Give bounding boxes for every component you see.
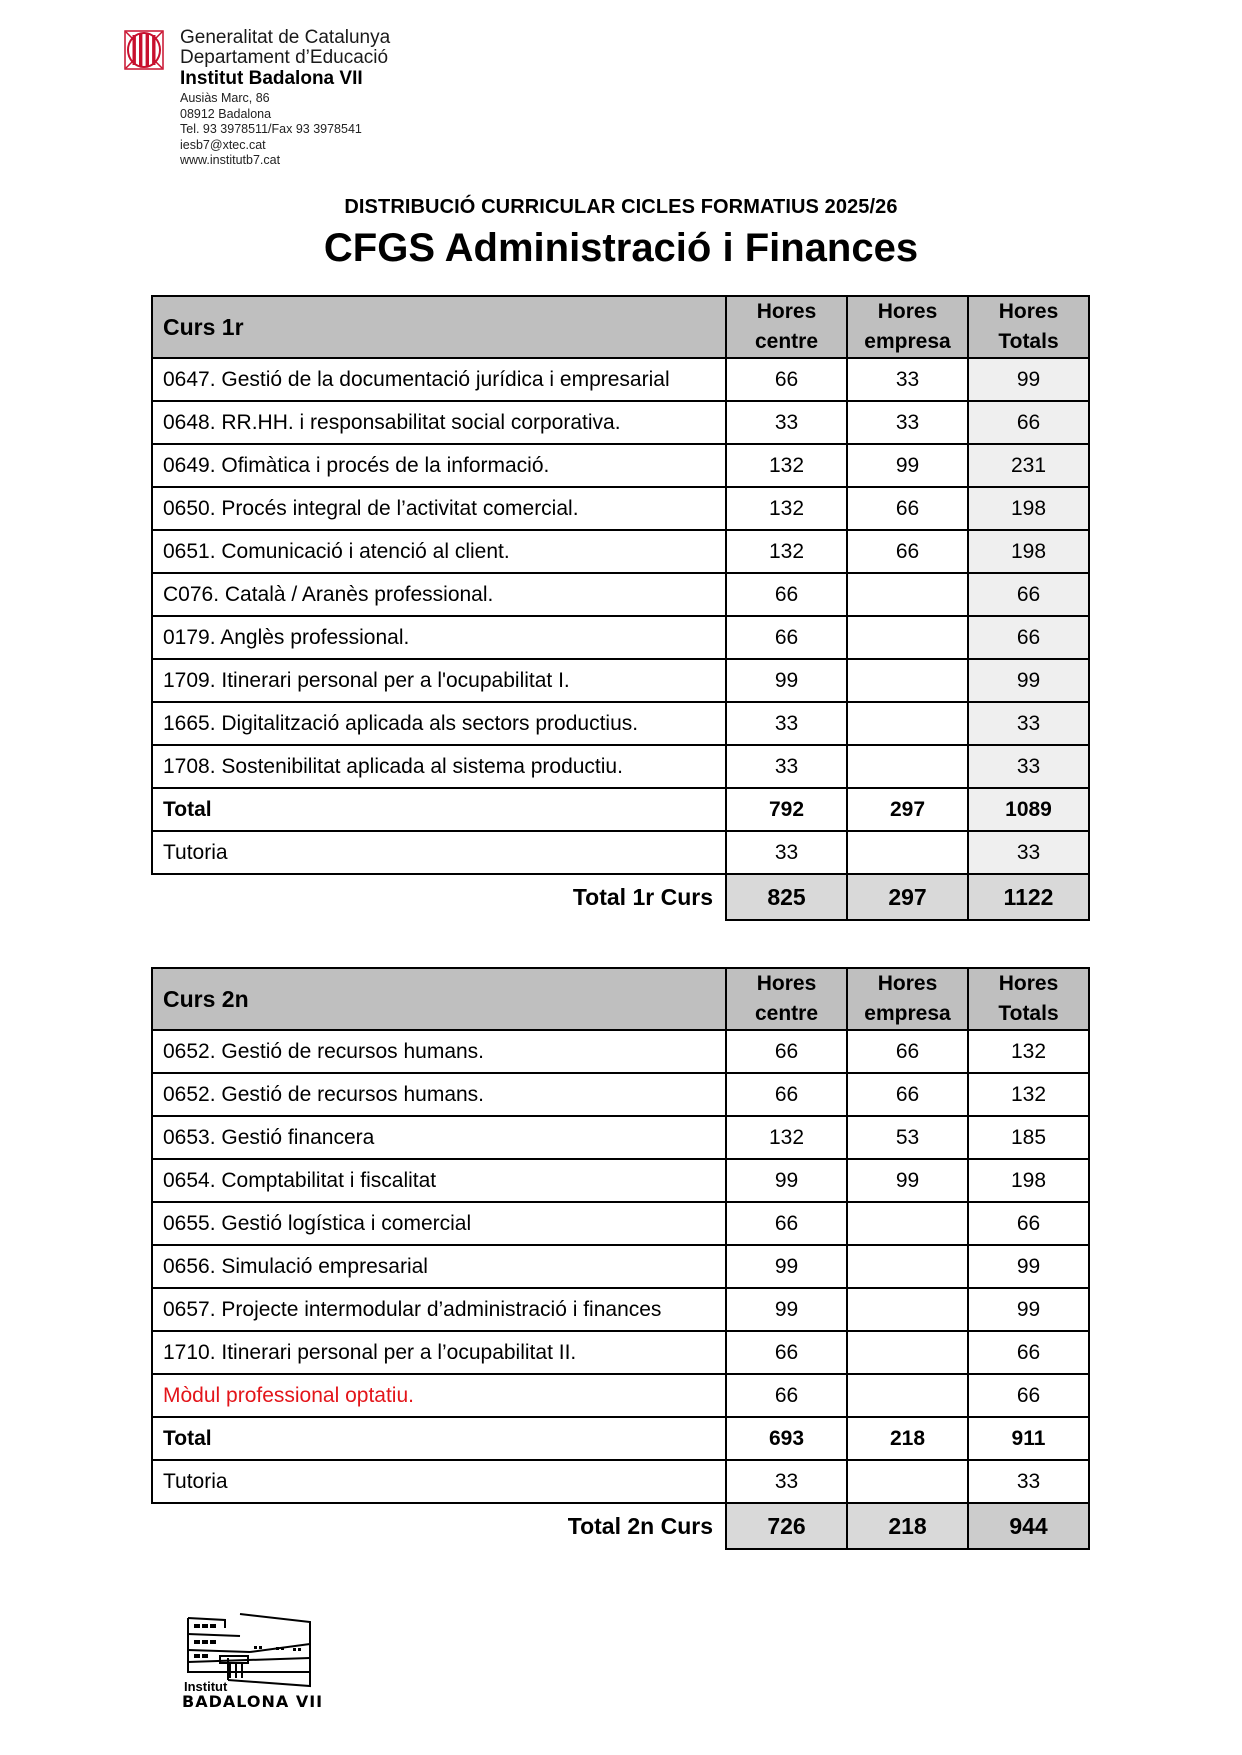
col-header-line: empresa [864,330,951,353]
table-header-row [152,968,1089,1030]
module-row [152,1202,1089,1245]
module-row [152,1374,1089,1417]
tutoria-row [152,831,1089,874]
hours-total: 66 [968,1331,1089,1374]
hours-total: 66 [968,1202,1089,1245]
hours-total: 66 [968,401,1089,444]
col-header-line: centre [754,330,819,353]
col-header-centre [726,296,847,358]
module-row [152,401,1089,444]
module-name: 0652. Gestió de recursos humans. [152,1030,726,1073]
org-name: Generalitat de Catalunya [180,27,391,48]
hours-total: 198 [968,1159,1089,1202]
hours-centre: 99 [726,1159,847,1202]
course-heading: Curs 1r [152,296,726,358]
col-header-line: Hores [877,300,938,323]
col-header-totals [968,968,1089,1030]
tutoria-centre: 33 [726,1460,847,1503]
tutoria-row [152,1460,1089,1503]
summary-totals: 944 [968,1503,1089,1549]
col-header-line: Hores [998,972,1059,995]
hours-total: 185 [968,1116,1089,1159]
col-header-line: Totals [998,330,1059,353]
course2-rows [152,1030,1089,1417]
institute-name: Institut Badalona VII [180,68,363,89]
hours-centre: 33 [726,745,847,788]
hours-total: 132 [968,1030,1089,1073]
hours-centre: 66 [726,1073,847,1116]
summary-label: Total 1r Curs [572,884,713,910]
hours-empresa [847,659,968,702]
hours-centre: 66 [726,1331,847,1374]
col-header-centre [726,968,847,1030]
module-row [152,358,1089,401]
hours-centre: 132 [726,530,847,573]
tutoria-empresa [847,1460,968,1503]
footer-logo-line1: Institut [184,1679,228,1694]
document-title: CFGS Administració i Finances [323,226,919,270]
module-row [152,616,1089,659]
hours-empresa: 99 [847,444,968,487]
website: www.institutb7.cat [180,153,281,167]
address: Ausiàs Marc, 86 [180,91,270,105]
hours-total: 66 [968,616,1089,659]
hours-empresa: 53 [847,1116,968,1159]
city: 08912 Badalona [180,106,272,121]
email: iesb7@xtec.cat [180,137,266,152]
module-row [152,1159,1089,1202]
col-header-line: centre [754,1002,819,1025]
hours-centre: 99 [726,659,847,702]
module-row [152,659,1089,702]
hours-centre: 99 [726,1245,847,1288]
summary-centre: 726 [726,1503,847,1549]
course1-table [151,295,1090,921]
total-label: Total [152,788,726,831]
course2-table [151,967,1090,1550]
module-name: 0649. Ofimàtica i procés de la informació. [152,444,726,487]
col-header-line: Hores [756,972,817,995]
module-row [152,530,1089,573]
hours-total: 33 [968,745,1089,788]
module-row [152,1030,1089,1073]
hours-centre: 66 [726,616,847,659]
hours-empresa [847,1374,968,1417]
module-row [152,487,1089,530]
col-header-empresa [847,968,968,1030]
hours-total: 198 [968,530,1089,573]
module-name: Mòdul professional optatiu. [152,1374,726,1417]
hours-total: 66 [968,1374,1089,1417]
col-header-line: empresa [864,1002,951,1025]
hours-empresa: 33 [847,358,968,401]
tutoria-centre: 33 [726,831,847,874]
summary-label: Total 2n Curs [567,1513,713,1539]
col-header-line: Totals [998,1002,1059,1025]
summary-empresa: 297 [847,874,968,920]
hours-empresa [847,1331,968,1374]
hours-centre: 33 [726,401,847,444]
summary-centre: 825 [726,874,847,920]
col-header-line: Hores [756,300,817,323]
module-name: 0651. Comunicació i atenció al client. [152,530,726,573]
module-row [152,1116,1089,1159]
hours-centre: 66 [726,1374,847,1417]
module-name: 0179. Anglès professional. [152,616,726,659]
total-empresa: 297 [847,788,968,831]
hours-empresa: 33 [847,401,968,444]
hours-total: 99 [968,1245,1089,1288]
module-name: 1708. Sostenibilitat aplicada al sistema productiu. [152,745,726,788]
hours-centre: 132 [726,487,847,530]
total-totals: 1089 [968,788,1089,831]
hours-total: 99 [968,1288,1089,1331]
generalitat-crest-icon [124,30,164,70]
hours-centre: 132 [726,444,847,487]
course-summary-row [152,1503,1089,1549]
tutoria-empresa [847,831,968,874]
module-name: 1710. Itinerari personal per a l’ocupabilitat II. [152,1331,726,1374]
hours-total: 33 [968,702,1089,745]
hours-centre: 33 [726,702,847,745]
module-row [152,1331,1089,1374]
course-heading: Curs 2n [152,968,726,1030]
col-header-totals [968,296,1089,358]
module-name: 0652. Gestió de recursos humans. [152,1073,726,1116]
module-row [152,745,1089,788]
hours-centre: 66 [726,573,847,616]
tutoria-totals: 33 [968,1460,1089,1503]
module-name: C076. Català / Aranès professional. [152,573,726,616]
module-row [152,702,1089,745]
hours-centre: 66 [726,358,847,401]
total-row [152,788,1089,831]
total-centre: 792 [726,788,847,831]
hours-total: 99 [968,358,1089,401]
table-header-row [152,296,1089,358]
hours-empresa: 66 [847,530,968,573]
total-label: Total [152,1417,726,1460]
module-name: 0647. Gestió de la documentació jurídica i empresarial [152,358,726,401]
institute-building-logo-icon [180,1600,330,1710]
module-row [152,1245,1089,1288]
module-name: 0657. Projecte intermodular d’administració i finances [152,1288,726,1331]
total-row [152,1417,1089,1460]
hours-empresa: 66 [847,1030,968,1073]
total-empresa: 218 [847,1417,968,1460]
hours-empresa [847,745,968,788]
phone-fax: Tel. 93 3978511/Fax 93 3978541 [180,122,362,136]
col-header-line: Hores [877,972,938,995]
module-row [152,1288,1089,1331]
hours-total: 66 [968,573,1089,616]
col-header-line: Hores [998,300,1059,323]
tutoria-totals: 33 [968,831,1089,874]
course1-rows [152,358,1089,788]
hours-centre: 66 [726,1030,847,1073]
module-name: 1709. Itinerari personal per a l'ocupabilitat I. [152,659,726,702]
hours-empresa [847,702,968,745]
module-name: 0654. Comptabilitat i fiscalitat [152,1159,726,1202]
hours-empresa [847,1245,968,1288]
hours-total: 99 [968,659,1089,702]
total-centre: 693 [726,1417,847,1460]
module-name: 0653. Gestió financera [152,1116,726,1159]
hours-total: 198 [968,487,1089,530]
hours-total: 132 [968,1073,1089,1116]
total-totals: 911 [968,1417,1089,1460]
hours-empresa: 66 [847,1073,968,1116]
module-name: 0655. Gestió logística i comercial [152,1202,726,1245]
tutoria-label: Tutoria [152,831,726,874]
summary-totals: 1122 [968,874,1089,920]
col-header-empresa [847,296,968,358]
hours-empresa [847,1288,968,1331]
tutoria-label: Tutoria [152,1460,726,1503]
document-subtitle: DISTRIBUCIÓ CURRICULAR CICLES FORMATIUS 2025/26 [344,196,898,218]
hours-centre: 66 [726,1202,847,1245]
hours-centre: 99 [726,1288,847,1331]
department-name: Departament d’Educació [180,47,389,68]
module-row [152,1073,1089,1116]
module-name: 0648. RR.HH. i responsabilitat social corporativa. [152,401,726,444]
module-name: 1665. Digitalització aplicada als sectors productius. [152,702,726,745]
module-row [152,444,1089,487]
footer-logo-line2: BADALONA VII [182,1692,324,1710]
hours-empresa [847,616,968,659]
course-summary-row [152,874,1089,920]
module-name: 0656. Simulació empresarial [152,1245,726,1288]
hours-total: 231 [968,444,1089,487]
summary-empresa: 218 [847,1503,968,1549]
hours-empresa [847,573,968,616]
module-name: 0650. Procés integral de l’activitat comercial. [152,487,726,530]
hours-empresa [847,1202,968,1245]
module-row [152,573,1089,616]
hours-empresa: 66 [847,487,968,530]
hours-centre: 132 [726,1116,847,1159]
hours-empresa: 99 [847,1159,968,1202]
